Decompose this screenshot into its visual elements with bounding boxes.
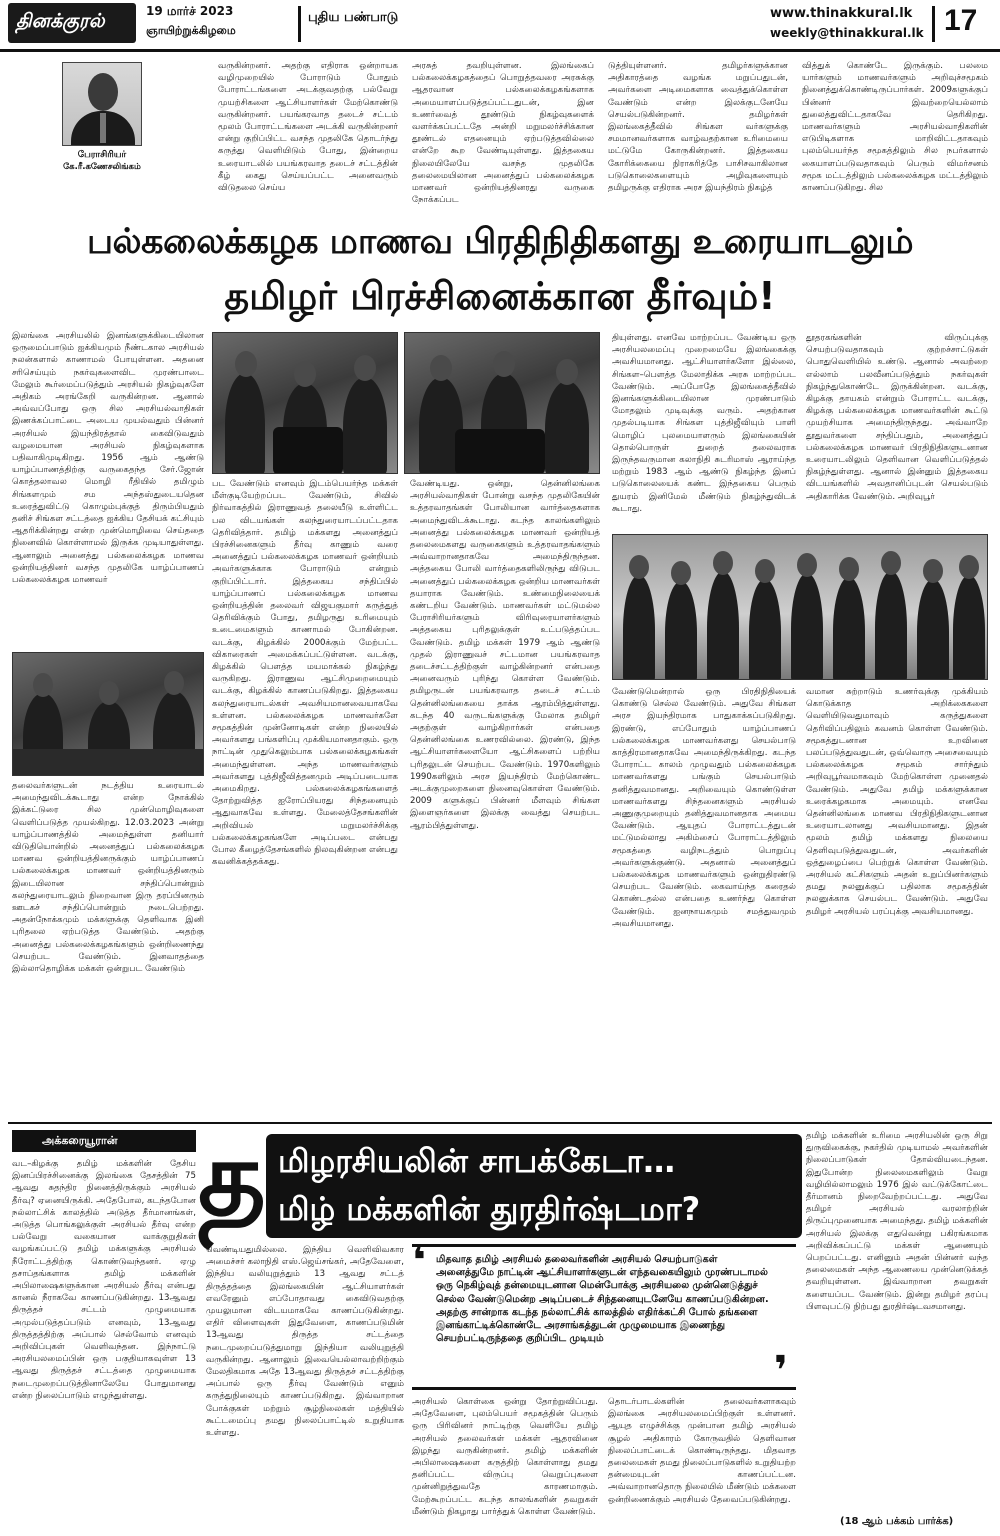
body-column-5a: தூதரகங்களின் விருப்புக்கு செயற்படுவதாகவும் குற்றச்சாட்டுகள் பொதுவெளியில் உண்டு. ஆனால் அவற்றை எல்லாம் பலவீனப்படுத்தும் நகர்வுகள் நிகழ்ந்துகொண்டே இருக்கின்றன. வடக்கு, கிழக்கு தாயகம் என்றும் போராட்ட வடக்கு, கிழக்கு பல்கலைக்கழக மாணவர்களின் கூட்டு முயற்சியாக அமைந்திருந்தது. அவ்வாறே தூதுவர்களை சந்திப்பதும், அனைத்துப் பல்கலைக்கழக மாணவர் பிரதிநிதிகளுடனான உரையாடலிலும் தெளிவான வெளிப்படுத்தல் நிகழ்ந்துள்ளது. ஆனால் இன்னும் இத்தகைய விடயங்களில் அவதானிப்புடன் செயல்படும் அதிகாரிக்க வேண்டும். அறிவுபூர் <box>806 333 988 502</box>
pull-quote-text: மிதவாத தமிழ் அரசியல் தலைவர்களின் அரசியல் செயற்பாடுகள் அனைத்துமே நாட்டின் ஆட்சியாளர்களுடன் எந்தவகையிலும் முரண்படாமல் ஒரு நெகிழ்வுத் தன்மையுடனான மென்போக்கு அரசியலை முன்னெடுத்துச் செல்ல வேண்டுமென்ற அடிப்படைச் சிந்தனையுடனேயே காணப்படுகின்றன. அதற்கு சான்றாக கடந்த நல்லாட்சிக் காலத்தில் எதிர்க்கட்சி போல் தங்களை இனங்காட்டிக்கொண்டே அரசாங்கத்துடன் முழுமையாக இணைந்து செயற்பட்டிருந்ததை குறிப்பிட முடியும் <box>436 1254 769 1345</box>
student-delegation-group-photo <box>612 534 988 680</box>
article2-column-4: தொடர்பாடல்களின் தலைவர்களாகவும் இலங்கை அரசியலமைப்பிற்குள் உள்ளனர். ஆயுத எழுச்சிக்கு முன்பான தமிழ் அரசியல் சூழல் அதிகாரம் கோருவதில் தெளிவான நிலைப்பாட்டைக் கொண்டிருந்தது. மிதவாத தலைமைகள் தமது நிலைப்பாடுகளில் உறுதியற்ற தன்மையுடன் காணப்பட்டன. அவ்வாறானதொரு நிலையில் மீண்டும் மக்களை ஒன்றிணைக்கும் அரசியல் தேவைப்படுகின்றது. <box>608 1397 796 1505</box>
headline-2-line-1: மிழரசியலின் சாபக்கேடா… <box>278 1142 676 1180</box>
author-name: கே.ரீ.கணேசலிங்கம் <box>63 162 141 172</box>
continued-on-page[interactable]: (18 ஆம் பக்கம் பார்க்க) <box>840 1516 954 1527</box>
article2-column-1: வட–கிழக்கு தமிழ் மக்களின் தேசிய இனப்பிரச்சினைக்கு இலங்கை தேசத்தின் 75 ஆவது சுதந்திர நினைத்திருக்கும் அரசியல் தீர்வு? ஏனையிருக்கி. அதேபோல, கடந்தபோன நல்லாட்சிக் காலத்தில் அடுத்த தீர்மானங்கள், அடுத்த பொங்கலுக்குள் அரசியல் தீர்வு என்ற பல்வேறு வகையான வாக்குறுதிகள் வழங்கப்பட்டு தமிழ் மக்களுக்கு அரசியல் நீரோட்டத்திற்கு கொண்டுவந்தனர். ஏழு தசாப்தங்களாக தமிழ் மக்களின் அபிலாஷைகளுக்கான அரசியல் தீர்வு என்பது கானல் நீராகவே காணப்படுகின்றது. 13ஆவது திருத்தச் சட்டம் முழுமையாக அமுல்படுத்தப்படும் எனவும், 13ஆவது திருத்தத்திற்கு அப்பால் செல்வோம் எனவும் அறிவிப்புகள் வெளிவந்தன. இந்நாட்டு அரசியலமைப்பின் ஒரு பகுதியாகவுள்ள 13 ஆவது திருத்தச் சட்டத்தை முழுமையாக நடைமுறைப்படுத்தினாலேயே போதுமானது என்ற நிலைப்பாடும் எழுந்துள்ளது. <box>12 1159 196 1401</box>
masthead-divider <box>298 6 301 42</box>
author-title: பேராசிரியர் <box>77 150 127 160</box>
article2-column-3: அரசியல் கொள்கை ஒன்று தோற்றுவிப்பது. அதேவேளை, புலம்பெயர் சமூகத்தின் பெரும் ஒரு பிரிவினர் நாட்டிற்கு வெளியே தமிழ் அரசியல் தலைவர்கள் மக்கள் ஆதரவினை இழந்து வருகின்றனர். தமிழ் மக்களின் அபிலாஷைகளை கருத்திற் கொள்ளாது தமது தனிப்பட்ட விருப்பு வெறுப்புகளை முன்னிறுத்துவதே காரணமாகும். மேற்கூறப்பட்ட கடந்த காலங்களின் தவறுகள் மீண்டும் நிகழாது பார்த்துக் கொள்ள வேண்டும். <box>412 1397 598 1517</box>
top-column-2: அரசுத் தவறியுள்ளன. இலங்கைப் பல்கலைக்கழகத்தைப் பொறுத்தவரை அரசுக்கு ஆதரவான பல்கலைக்கழகங்களாக அமையாளப்படுத்தப்பட்டதுடன், இன உணர்வைத் தூண்டும் நிகழ்வுகளைக் வளர்க்கப்பட்டதே அன்றி மறுமலர்ச்சிக்கான தூண்டல் எதனையும் ஏற்படுத்தவில்லை என்றே கூற வேண்டியுள்ளது. இத்தகைய நிலையிலேயே வசந்த முதலிகே தலைமையிலான அனைத்துப் பல்கலைக்கழக மாணவர் ஒன்றியத்தினரது வருகை நோக்கப்பட <box>412 61 594 206</box>
quote-close-icon: ❜ <box>774 1348 788 1394</box>
article2-column-2: வெண்டியதுமில்லை. இந்திய வெளிவிவகார அமைச்சர் கலாநிதி எஸ்.ஜெய்சங்கர், அதேவேளை, இந்திய வலியுறுத்தும் 13 ஆவது சட்டத் திருத்தத்தை இலங்கையின் ஆட்சியாளர்கள் எவரேனும் எப்போதாவது கைவிடுவதற்கு முயலுமான விடயமாகவே காணப்படுகின்றது. எதிர் விளைவுகள் இதுவேளை, காணப்படுமின் 13ஆவது திருத்த சட்டத்தை நடைமுறைப்படுத்துமாறு இந்தியா வலியுறுத்தி வருகின்றது. ஆனாலும் இவையெல்லாவற்றிற்கும் மேலதிகமாக அதே 13ஆவது திருத்தச் சட்டத்திற்கு அப்பால் ஒரு தீர்வு வேண்டும் எனும் கருத்துநிலையும் காணப்படுகிறது. இவ்வாறான போக்குகள் மற்றும் சூழ்நிலைகள் மத்தியில் கூட்டமைப்பு தமது நிலைப்பாட்டில் உறுதியாக உள்ளது. <box>206 1245 404 1439</box>
masthead-rule <box>0 49 1000 52</box>
body-column-4b: வமான சுற்றாடும் உணர்வுக்கு முக்கியம் கொடுக்காத அறிக்கைகளை வெளியிடுவதுமாவும் கருத்துகளை தெரிவிப்பதிலும் கவனம் கொள்ள வேண்டும். சமூகத்துடனான உறவினை பலப்படுத்துவதுடன், ஒவ்வொரு அசைவையும் பல்கலைக்கழக சமூகம் சார்ந்தும் அறிவுபூர்வமாகவும் மேற்கொள்ள முனைதல் வேண்டும். அதுவே தமிழ் மக்களுக்கான உரைக்கழகமாக அமையும். எனவே தென்னிலங்கை மாணவ பிரதிநிதிகளுடனான உரையாடலானது அவசியமானது. இதன் மூலம் தமிழ் மக்களது நிலையை தெளிவுபடுத்துவதுடன், அவர்களின் ஒத்துழைப்பை பெற்றுக் கொள்ள வேண்டும். அரசியல் கட்சிகளும் அதன் உறுப்பினர்களும் தமது நலனுக்குப் பதிலாக சமூகத்தின் நலனுக்காக செயல்பட வேண்டும். அதுவே தமிழர் அரசியல் பரப்புக்கு அவசியமானது. <box>806 687 988 917</box>
author-photo <box>62 62 142 146</box>
body-column-2: பட வேண்டும் எனவும் இடம்பெயர்ந்த மக்கள் மீள்குடியேற்றப்பட வேண்டும், சிவில் நிர்வாகத்தில் இராணுவத் தலையீடு உள்ளிட்ட பல விடயங்கள் கலந்துரையாடப்பட்டதாக தெரிவித்தார். தமிழ் மக்களது அனைத்துப் பிரச்சினைகளும் தீர்வு காணும் வரை அனைத்துப் பல்கலைக்கழக மாணவர் ஒன்றியம் அவர்களுக்காக போராடும் என்றும் குறிப்பிட்டார். இத்தகைய சந்திப்பில் யாழ்ப்பாணப் பல்கலைக்கழக மாணவ ஒன்றியத்தின் தலைவர் விஜயகுமார் கருத்துத் தெரிவிக்கும் போது, தமிழருது உரிமையும் உடைமைகளும் காணாமல் போகின்றன. வடக்கு, கிழக்கில் 2000க்கும் மேற்பட்ட விகாரைகள் அமைக்கப்பட்டுள்ளன. வடக்கு, கிழக்கில் பௌத்த மயமாக்கல் நிகழ்ந்து வருகிறது. இராணுவ ஆட்சிமுறைமையும் வடக்கு, கிழக்கில் காணப்படுகிறது. இத்தகைய கலந்துரையாடல்கள் அவசியமானவையாகவே உள்ளன. பல்கலைக்கழக மாணவர்களே சமூகத்தின் முன்னோடிகள் என்ற நிலையில் அவர்களது பங்களிப்பு முக்கியமானதாகும். ஒரு நாட்டின் முதுகெலும்பாக பல்கலைக்கழகங்கள் அமைந்துள்ளன. அந்த மாணவர்களும் அவர்களது புத்திஜீவித்தனமும் அடிப்படையாக அமைகிறது. பல்கலைக்கழகங்களைத் தோற்றுவித்த ஐரோப்பியரது சிந்தனையும் ஆதுவாகவே உள்ளது. மேலைத்தேசங்களின் அறிவியல் மறுமலர்ச்சிக்கு பல்கலைக்கழகங்களே அடிப்படை என்பது போல கீழைத்தேசங்களில் நிலவுகின்றன என்பது கவனிக்கத்தக்கது. <box>212 479 398 868</box>
pull-quote-box <box>412 1238 796 1394</box>
headline-2-line-2: மிழ் மக்களின் துரதிர்ஷ்டமா? <box>278 1190 701 1228</box>
students-group-photo <box>12 652 204 776</box>
page-number-divider <box>932 6 935 42</box>
website-link[interactable]: www.thinakkural.lk <box>770 6 913 21</box>
article2-column-5: தமிழ் மக்களின் உரிமை அரசியலின் ஒரு சிறு துருவிகைக்கு, நகர்தில் முடியாமல் அவர்களின் நிலைப்பாடுகள் தோல்வியடைந்தன. இதுபோன்ற நிலைமைகளிலும் வேறு வழியில்லாமலும் 1976 இல் வட்டுக்கோட்டை தீர்மானம் நிறைவேற்றப்பட்டது. அதுவே தமிழர் அரசியல் வரலாற்றின் திருப்புமுனையாக அமைந்தது. தமிழ் மக்களின் அரசியல் இலக்கு எதுவென்று பகிரங்கமாக அறிவிக்கப்பட்டு மக்கள் ஆணையும் பெறப்பட்டது. எனினும் அதன் பின்னர் வந்த தலைமைகள் அந்த ஆணையை முன்னெடுக்கத் தவறியுள்ளன. இவ்வாறான தவறுகள் களையப்பட வேண்டும். இன்று தமிழர் தரப்பு பிளவுபட்டு நிற்பது துரதிர்ஷ்டவசமானது. <box>806 1131 988 1312</box>
article-divider <box>8 1122 992 1124</box>
paper-name: தினக்குரல் <box>16 10 105 32</box>
top-column-4: வித்துக் கொண்டே இருக்கும். பலமை யார்களும் மாணவர்களும் அறிவுச்சமூகம் நினைத்துக்கொண்டிருப்பார்கள். 2009களுக்குப் பின்னர் இவற்றையெல்லாம் துலைத்துவிட்டதாகவே தெரிகிறது. மாணவர்களும் அரசியல்வாதிகளின் எடுபிடிகளாக மாறிவிட்டதாகவும் புலம்பெயர்ந்த சமூகத்திலும் சில நபர்களால் கையாளப்படுவதாகவும் பெரும் விமர்சனம் சமூக மட்டத்திலும் பல்கலைக்கழக மட்டத்திலும் காணப்படுகிறது. சில <box>802 61 988 194</box>
top-column-1: வருகின்றனர். அதற்கு எதிராக ஒன்றாயக வழிமுறையில் போராடும் போதும் போராட்டங்களை அடக்குவதற்கு பல்வேறு முயற்சிகளை ஆட்சியாளர்கள் மேற்கொண்டு வருகின்றனர். பயங்கரவாத தடைச் சட்டம் மூலம் போராட்டங்களை அடக்கி வருகின்றனர் என்று குறிப்பிட்ட வசந்த முதலிகே தொடர்ந்து கருத்து வெளியிடும் போது, இன்றைய உரையாடலில் பயங்கரவாத தடைச் சட்டத்தின் கீழ் கைது செய்யப்பட்ட அனைவரும் விடுதலை செய்ய <box>218 61 398 194</box>
body-column-1a: இலங்கை அரசியலில் இனங்களுக்கிடையிலான ஒருமைப்பாடும் ஐக்கியமும் நீண்டகால அரசியல் நலன்களால் காணாமல் போயுள்ளன. அதனை சரிசெய்யும் நகர்வுகளைவிட முரண்பாடை மேலும் கூர்மைப்படுத்தும் அரசியல் நிகழ்வுகளே அதிகம் அரங்கேறி வருகின்றன. ஆனால் அவ்வப்போது ஒரு சில அரசியல்வாதிகள் இணக்கப்பாட்டை அடைய முயல்வதும் பின்னர் அரசியல் இயந்திரத்தால் கைவிடுவதும் வழமையான அரசியல் நிகழ்வுகளாக பதிவாகிமுடிகிறது. 1956 ஆம் ஆண்டு யாழ்ப்பாணத்திற்கு வருகைதந்த சேர்.ஜோன் கொத்தலாவல மொழி ரீதியில் தமிழும் சிங்களமும் சம அந்தஸ்துடையதென உரைத்துவிட்டு கொழும்புக்குத் திரும்பியதும் தனிச் சிங்கள சட்டத்தை ஐக்கிய தேசியக் கட்சியும் ஆதரிக்கின்றது என்ற முன்மொழிவை செய்ததை நினைவில் கொள்ளாமல் இருக்க முடியாதுள்ளது. ஆனாலும் அனைத்து பல்கலைக்கழக மாணவ ஒன்றியத்தினர் வசந்த முதலிகே யாழ்ப்பாணப் பல்கலைக்கழக மாணவர் <box>12 331 204 586</box>
issue-date: 19 மார்ச் 2023 <box>146 4 234 18</box>
section-name: புதிய பண்பாடு <box>308 10 399 25</box>
headline-2-initial: த <box>198 1117 266 1239</box>
body-column-4a: தியுள்ளது. எனவே மாற்றப்பட வேண்டிய ஒரு அரசியலமைப்பு முறைமையே இலங்கைக்கு அவசியமானது. ஆட்சியாளர்களோ இல்லை, சிங்கள–பௌத்த மேலாதிக்க அரசு மாற்றப்பட வேண்டும். அப்போதே இலங்கைத்தீவில் இனங்களுக்கிடையிலான முரண்பாடும் மோதலும் முடிவுக்கு வரும். அதற்கான முதல்படியாக சிங்கள புத்திஜீவியும் பாளி மொழிப் புலமையாளரும் இலங்கையின் தொல்பொருள் துறைத் தலைவராக இருந்தவருமான கலாநிதி சுடரிமாஸ் ஆராய்ந்த மற்றும் 1983 ஆம் ஆண்டு நிகழ்ந்த இனப் படுகொலையைக் கண்ட இந்தகைய பெரும் துயரம் இனிமேல் மீண்டும் நிகழ்ந்துவிடக் கூடாது. <box>612 333 796 514</box>
page-number: 17 <box>944 4 978 37</box>
author-face-shape <box>88 73 118 111</box>
masthead <box>0 0 1000 48</box>
body-column-3a: வேண்டியது. ஒன்று, தென்னிலங்கை அரசியல்வாதிகள் போன்று வசந்த முதலிகேயின் உத்தரவாதங்கள் போலியான வார்த்தைகளாக அமைந்துவிடக்கூடாது. கடந்த காலங்களிலும் அனைத்து பல்கலைக்கழக மாணவர் ஒன்றியத் தலைமைகளது வருகைகளும் உத்தரவாதங்களும் அவ்வாறானதாகவே அமைந்திருந்தன. அத்தகைய போலி வார்த்தைகளிலிருந்து விடுபட அனைத்துப் பல்கலைக்கழக ஒன்றிய மாணவர்கள் தயாராக வேண்டும். உண்மைநிலையைக் கண்டறிய வேண்டும். மாணவர்கள் மட்டுமல்ல பேராசிரியர்களும் விரிவுரையாளர்களும் அத்தகைய புரிதலுக்குள் உட்படுத்தப்பட வேண்டும். தமிழ் மக்கள் 1979 ஆம் ஆண்டு முதல் இராணுவச் சட்டமான பயங்கரவாத தடைச்சட்டத்திற்குள் வாழ்கின்றனர் என்பதை அனைவரும் புரிந்து கொள்ள வேண்டும். தமிழருடன் பயங்கரவாத தடைச் சட்டம் தென்னிலங்கையை தாக்க ஆரம்பித்துள்ளது. கடந்த 40 வருடங்களுக்கு மேலாக தமிழர் அதற்குள் வாழ்கிறார்கள் என்பதை தென்னிலங்கை உணரவில்லை. இரண்டு, இந்த ஆட்சியாளர்களையோ ஆட்சிகளைப் பற்றிய புரிதலுடன் செயற்பட வேண்டும். 1970களிலும் 1990களிலும் அரச இயந்திரம் மேற்கொண்ட அடக்குமுறைகளை நினைவுகொள்ள வேண்டும். 2009 களுக்குப் பின்னர் மீளவும் சிங்கள இளைஞர்களை இலக்கு வைத்து செயற்பட ஆரம்பித்துள்ளது. <box>410 479 600 831</box>
body-column-3b: வேண்டுமென்றால் ஒரு பிரதிநிதியைக் கொண்டு செல்ல வேண்டும். அதுவே சிங்கள அரச இயந்திரமாக பாதுகாக்கப்படுகிறது. இரண்டு, எப்போதும் யாழ்ப்பாணப் பல்கலைக்கழக மாணவர்களது செயல்பாடு காத்திரமானதாகவே அமைந்திருக்கிறது. கடந்த போராட்ட காலம் முழுவதும் பல்கலைக்கழக மாணவர்களது பங்கும் செயல்பாடும் தனித்துவமானது. அறிவையும் கொண்டுள்ள மாணவர்களது சிந்தனைகளும் அரசியல் அணுகுமுறையும் தனித்துவமானதாக அமைய வேண்டும். ஆயுதப் போராட்டத்துடன் மட்டுமல்லாது அகிம்சைப் போராட்டத்திலும் சமூகத்தை வழிநடத்தும் பொறுப்பு அவர்களுக்குண்டு. அதனால் அனைத்துப் பல்கலைக்கழக மாணவர்களும் ஒன்றுதிரண்டு செயற்பட வேண்டும். கைவாய்ந்த கரைதல் கொண்டதல்ல என்பதை உணர்ந்து கொள்ள வேண்டும். ஐனநாயகமும் சமத்துவமும் அவசியமானது. <box>612 687 796 929</box>
headline-2-box <box>266 1134 802 1238</box>
issue-day: ஞாயிற்றுக்கிழமை <box>146 24 236 37</box>
press-conference-photo-2 <box>404 332 600 474</box>
headline-1-line-1: பல்கலைக்கழக மாணவ பிரதிநிதிகளது உரையாடலும் <box>86 222 914 262</box>
body-column-1b: தலைவர்களுடன் நடத்திய உரையாடல் அமைந்துவிடக்கூடாது என்ற நோக்கில் இக்கட்டுரை சில முன்மொழிவுகளை வெளிப்படுத்த முயல்கிறது. 12.03.2023 அன்று யாழ்ப்பாணத்தில் அமைந்துள்ள தனியார் விடுதியொன்றில் அனைத்துப் பல்கலைக்கழக மாணவ ஒன்றியத்தினருக்கும் யாழ்ப்பாணப் பல்கலைக்கழக மாணவர் ஒன்றியத்தினரும் இடையிலான சந்திப்பொன்றும் கலந்துரையாடலும் நிறைவான இரு தரப்பினரும் ஊடகச் சந்திப்பொன்றும் நடைபெற்றது. அதன்நோக்கமும் மக்களுக்கு தெளிவாக இனி புரிதலை ஏற்படுத்த வேண்டும். அதற்கு அனைத்து பல்கலைக்கழகங்களும் ஒன்றிணைந்து செயற்பட வேண்டும். இனவாதத்தை இல்லாதொழிக்க மக்கள் ஒன்றுபட வேண்டும் <box>12 781 204 975</box>
masthead-logo <box>8 3 136 43</box>
press-conference-photo-1 <box>212 332 398 474</box>
author-label: அக்கரையூரான் <box>42 1134 118 1147</box>
email-link[interactable]: weekly@thinakkural.lk <box>770 26 924 40</box>
quote-open-icon: ❛ <box>412 1238 426 1284</box>
author-tie-shape <box>100 113 106 143</box>
top-column-3: டுத்தியுள்ளனர். தமிழர்களுக்கான அதிகாரத்தை வழங்க மறுப்பதுடன், அவர்களை அடிமைகளாக வைத்துக்கொள்ள வேண்டும் என்ற இலக்குடனேயே செயல்படுகின்றனர். தமிழர்கள் இலங்கைத்தீவில் சிங்கள வர்களுக்கு சமமானவர்களாக வாழ்வதற்கான உரிமையை மட்டுமே கோருகின்றனர். இத்தகைய கோரிக்கையை நிராகரித்தே பாசிசவாகிலான படுகொலைகளையும் அழிவுகளையும் தமிழருக்கு எதிராக அரச இயந்திரம் நிகழ்த் <box>608 61 788 194</box>
headline-1-line-2: தமிழர் பிரச்சினைக்கான தீர்வும்! <box>224 274 776 318</box>
author-label-box <box>12 1130 196 1152</box>
